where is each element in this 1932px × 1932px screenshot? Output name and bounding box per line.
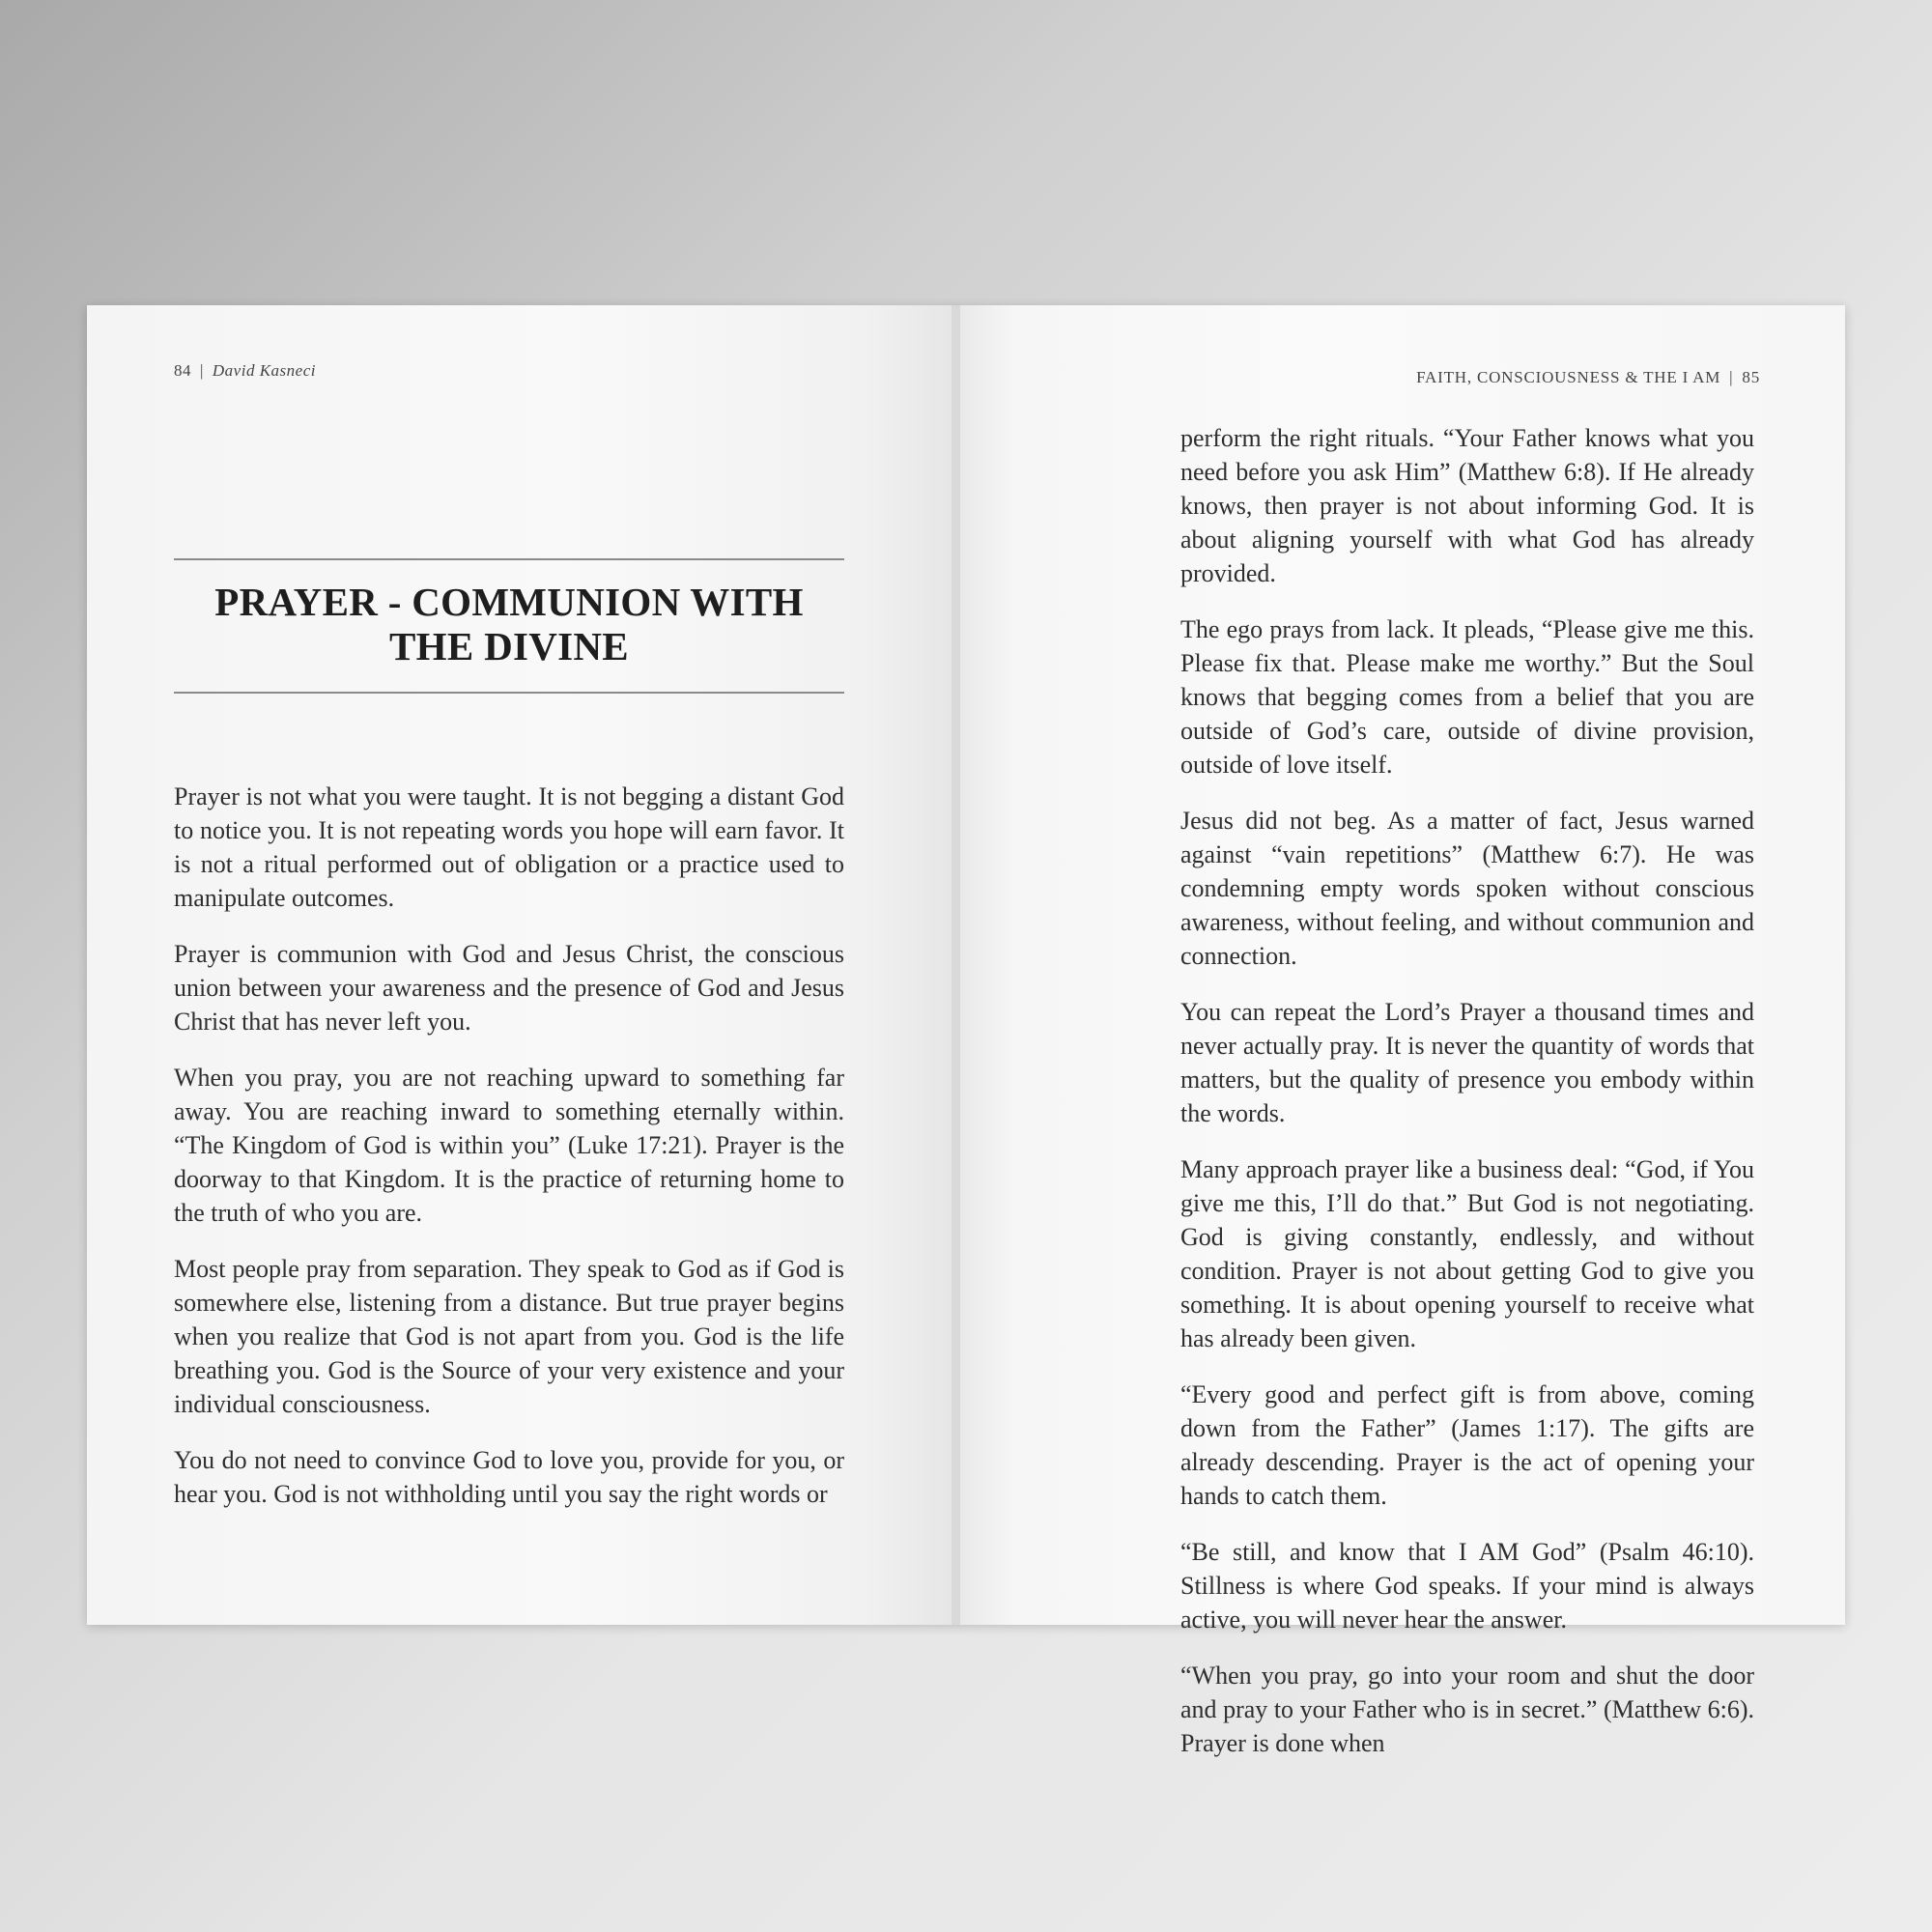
paragraph: Most people pray from separation. They speak to God as if God is somewhere else, listening from a distance. But true prayer begins when you realize that God is not apart from you. God is the life breathing you. God is the Source of your very existence and your individual consciousness.	[174, 1255, 844, 1418]
right-page-number: 85	[1742, 368, 1760, 386]
right-page	[960, 305, 1845, 1757]
title-rule-bottom	[174, 692, 844, 694]
paragraph: perform the right rituals. “Your Father knows what you need before you ask Him” (Matthew 6:8). If He already knows, then prayer is not about informing God. It is about aligning yourself with what God has already provided.	[1180, 424, 1754, 587]
right-body-text	[1180, 421, 1754, 1782]
right-running-head	[1416, 368, 1760, 387]
paragraph: Many approach prayer like a business deal: “God, if You give me this, I’ll do that.” But God is not negotiating. God is giving constantly, endlessly, and without condition. Prayer is not about getting God to give you something. It is about opening yourself to receive what has already been given.	[1180, 1155, 1754, 1352]
left-page-number: 84	[174, 361, 191, 380]
paragraph: When you pray, you are not reaching upward to something far away. You are reaching inward to something eternally within. “The Kingdom of God is within you” (Luke 17:21). Prayer is the doorway to that Kingdom. It is the practice of returning home to the truth of who you are.	[174, 1064, 844, 1227]
paragraph: “Be still, and know that I AM God” (Psalm 46:10). Stillness is where God speaks. If your mind is always active, you will never hear the answer.	[1180, 1538, 1754, 1634]
paragraph: Prayer is not what you were taught. It is not begging a distant God to notice you. It is not repeating words you hope will earn favor. It is not a ritual performed out of obligation or a practice used to manipulate outcomes.	[174, 782, 844, 912]
chapter-title: PRAYER - COMMUNION WITH THE DIVINE	[214, 580, 804, 668]
left-running-head	[174, 361, 316, 381]
paragraph: The ego prays from lack. It pleads, “Please give me this. Please fix that. Please make me worthy.” But the Soul knows that begging comes from a belief that you are outside of God’s care, outside of divine provision, outside of love itself.	[1180, 615, 1754, 779]
left-head-separator: |	[200, 361, 204, 380]
author-name: David Kasneci	[212, 361, 316, 380]
title-rule-top	[174, 558, 844, 560]
book-title: FAITH, CONSCIOUSNESS & THE I AM	[1416, 368, 1721, 386]
paragraph: Prayer is communion with God and Jesus Christ, the conscious union between your awareness and the presence of God and Jesus Christ that has never left you.	[174, 940, 844, 1036]
book-spread	[87, 305, 1845, 1757]
paragraph: You can repeat the Lord’s Prayer a thousand times and never actually pray. It is never the quantity of words that matters, but the quality of presence you embody within the words.	[1180, 998, 1754, 1127]
paragraph: “When you pray, go into your room and shut the door and pray to your Father who is in secret.” (Matthew 6:6). Prayer is done when	[1180, 1662, 1754, 1757]
paragraph: Jesus did not beg. As a matter of fact, Jesus warned against “vain repetitions” (Matthew 6:7). He was condemning empty words spoken without conscious awareness, without feeling, and without communion and connection.	[1180, 807, 1754, 970]
left-body-text	[174, 780, 844, 1533]
paragraph: “Every good and perfect gift is from above, coming down from the Father” (James 1:17). The gifts are already descending. Prayer is the act of opening your hands to catch them.	[1180, 1380, 1754, 1510]
right-head-separator: |	[1729, 368, 1734, 386]
left-page	[87, 305, 952, 1625]
paragraph: You do not need to convince God to love you, provide for you, or hear you. God is not withholding until you say the right words or	[174, 1446, 844, 1508]
